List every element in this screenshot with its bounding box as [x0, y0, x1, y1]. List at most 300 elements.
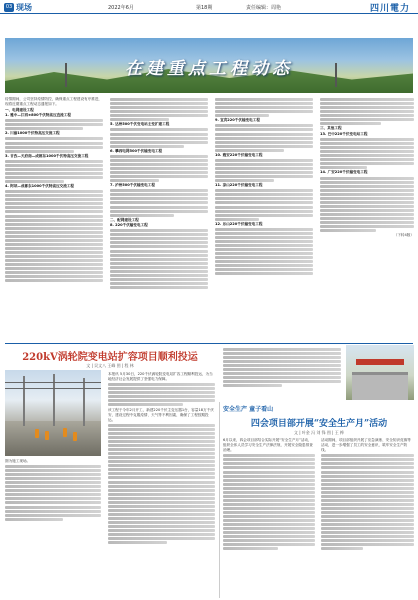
page-header — [0, 0, 418, 14]
text-line — [215, 141, 313, 144]
text-line — [321, 466, 414, 469]
text-line — [108, 529, 215, 532]
text-line — [321, 503, 414, 506]
text-line — [108, 481, 215, 484]
text-line — [110, 206, 208, 209]
story-headline-left: 220kV涡轮院变电站扩容项目顺利投运 — [22, 352, 198, 363]
text-line — [223, 547, 278, 550]
text-line — [223, 356, 341, 359]
text-line — [110, 145, 184, 148]
text-line — [223, 531, 315, 534]
text-line — [223, 466, 315, 469]
text-line — [110, 163, 208, 166]
banner-image — [5, 38, 413, 93]
text-line — [215, 110, 313, 113]
text-line — [5, 223, 103, 226]
text-line — [110, 110, 208, 113]
text-line — [5, 279, 103, 282]
text-line — [110, 137, 208, 140]
text-line — [108, 513, 215, 516]
text-line — [5, 465, 101, 468]
text-line — [5, 485, 101, 488]
text-line — [5, 275, 103, 278]
text-line — [108, 509, 215, 512]
text-line — [110, 262, 208, 265]
text-line — [320, 166, 367, 169]
text-line — [110, 250, 208, 253]
text-line — [223, 527, 315, 530]
text-line — [5, 231, 103, 234]
text-line — [320, 158, 414, 161]
text-line — [215, 214, 313, 217]
text-line — [110, 274, 208, 277]
text-line — [320, 114, 414, 117]
section-heading: 三、其他工程 — [320, 126, 342, 131]
text-line — [321, 499, 414, 502]
text-line — [223, 352, 341, 355]
text-line — [223, 519, 315, 522]
text-line — [321, 462, 414, 465]
text-line — [110, 210, 208, 213]
text-line — [5, 210, 103, 213]
text-line — [223, 462, 315, 465]
text-line — [108, 541, 167, 544]
text-line — [215, 256, 313, 259]
text-line — [5, 142, 103, 145]
text-line — [215, 201, 313, 204]
item-heading: 4. 阿坝—成都东1000千伏特高压交流工程 — [5, 184, 75, 189]
text-line — [320, 229, 376, 232]
item-heading: 12. 乐山220千伏输变电工程 — [215, 221, 263, 226]
text-line — [223, 483, 315, 486]
text-line — [108, 452, 215, 455]
text-column-3 — [215, 97, 313, 341]
text-line — [320, 138, 414, 141]
text-line — [223, 384, 282, 387]
text-line — [215, 236, 313, 239]
text-line — [110, 233, 208, 236]
substation-photo — [5, 370, 101, 456]
text-line — [110, 167, 208, 170]
item-heading: 7. 泸州500千伏输变电工程 — [110, 183, 155, 188]
text-line — [5, 215, 103, 218]
text-line — [320, 118, 414, 121]
text-line — [5, 510, 101, 513]
text-line — [108, 505, 215, 508]
text-line — [215, 102, 313, 105]
text-line — [320, 185, 414, 188]
text-line — [223, 454, 315, 457]
text-line — [110, 245, 208, 248]
item-heading: 9. 宜宾220千伏输变电工程 — [215, 118, 260, 123]
text-line — [320, 146, 414, 149]
text-line — [321, 471, 414, 474]
text-line — [108, 460, 215, 463]
text-line — [5, 493, 101, 496]
text-line — [320, 154, 414, 157]
text-line — [108, 440, 215, 443]
text-line — [108, 387, 215, 390]
text-column-2 — [110, 97, 208, 341]
intro-text: 疫情期间，公司坚持疫情防控，确保重点工程建设有序推进，现将近期重点工程动态通报如下。 — [5, 97, 103, 107]
text-line — [321, 491, 414, 494]
text-line — [320, 209, 414, 212]
text-line — [215, 114, 269, 117]
text-line — [223, 539, 315, 542]
text-continuation — [223, 347, 341, 401]
text-line — [108, 533, 215, 536]
text-column-1 — [5, 97, 103, 341]
text-line — [110, 98, 208, 101]
newspaper-logo: 四川電力 — [369, 4, 410, 14]
text-line — [320, 197, 414, 200]
text-line — [110, 133, 208, 136]
text-line — [320, 217, 414, 220]
banner-title: 在建重点工程动态 — [125, 59, 293, 79]
text-line — [5, 506, 101, 509]
text-line — [215, 106, 313, 109]
text-line — [5, 164, 103, 167]
text-line — [108, 391, 215, 394]
text-line — [5, 489, 101, 492]
text-line — [320, 193, 414, 196]
text-line — [215, 137, 313, 140]
text-line — [320, 225, 414, 228]
text-line — [223, 495, 315, 498]
text-line — [108, 403, 183, 406]
text-line — [108, 428, 215, 431]
story-byline-right: 文 | 叶金 冯 刘 锋 图 | 王 桦 — [293, 430, 345, 435]
text-line — [5, 227, 103, 230]
editor-credit: 责任编辑：周艳 — [246, 5, 282, 11]
text-line — [215, 193, 313, 196]
text-line — [110, 114, 208, 117]
text-line — [110, 282, 208, 285]
text-line — [321, 458, 414, 461]
text-line — [223, 368, 341, 371]
text-line — [5, 190, 103, 193]
text-line — [223, 499, 315, 502]
text-line — [110, 278, 208, 281]
text-line — [108, 399, 215, 402]
text-line — [321, 519, 414, 522]
text-line — [321, 511, 414, 514]
text-line — [108, 383, 215, 386]
text-line — [5, 255, 103, 258]
text-line — [215, 159, 313, 162]
text-line — [110, 171, 208, 174]
text-line — [108, 501, 215, 504]
story-body-right-2 — [321, 438, 414, 596]
item-heading: 13. 巴中220千伏变电站工程 — [320, 131, 368, 136]
story-kicker: 安全生产 童子看山 — [223, 406, 274, 413]
text-line — [215, 252, 313, 255]
text-line — [215, 272, 313, 275]
text-line — [320, 98, 414, 101]
text-line — [110, 197, 208, 200]
text-line — [5, 150, 74, 153]
text-line — [110, 254, 208, 257]
text-line — [223, 491, 315, 494]
item-heading: 14. 广安220千伏输变电工程 — [320, 170, 368, 175]
text-line — [321, 454, 414, 457]
text-line — [108, 497, 215, 500]
text-line — [108, 444, 215, 447]
text-line — [321, 543, 414, 546]
text-line — [321, 487, 414, 490]
caption-text: 图为施工现场。 — [5, 459, 31, 463]
text-line — [108, 464, 215, 467]
text-line — [110, 141, 208, 144]
text-line — [223, 503, 315, 506]
text-line — [320, 106, 414, 109]
text-line — [223, 535, 315, 538]
item-heading: 10. 雅安220千伏输变电工程 — [215, 152, 263, 157]
text-line — [5, 481, 101, 484]
text-line — [5, 172, 103, 175]
text-line — [110, 286, 208, 289]
text-line — [108, 456, 215, 459]
text-line — [110, 128, 208, 131]
text-line — [215, 197, 313, 200]
story-headline-right: 四会项目部开展“安全生产月”活动 — [250, 419, 388, 429]
text-line — [215, 264, 313, 267]
item-heading: 6. 攀西电网500千伏输变电工程 — [110, 148, 163, 153]
text-line — [108, 468, 215, 471]
text-line — [110, 159, 208, 162]
text-line — [5, 239, 103, 242]
story-byline-left: 文 | 吴文八 王峰 图 | 程 林 — [86, 363, 134, 368]
text-line — [215, 149, 284, 152]
text-line — [223, 380, 341, 383]
text-line — [5, 469, 101, 472]
text-line — [321, 495, 414, 498]
text-line — [5, 473, 101, 476]
text-line — [223, 507, 315, 510]
text-line — [215, 171, 313, 174]
text-line — [5, 267, 103, 270]
text-line — [320, 142, 414, 145]
item-heading: 3. 甘孜—天府南—成都东1000千伏特高压交流工程 — [5, 153, 89, 158]
text-line — [321, 479, 414, 482]
text-line — [223, 360, 341, 363]
issue-number: 第18期 — [196, 5, 213, 11]
text-line — [5, 137, 103, 140]
text-line — [110, 201, 208, 204]
text-line — [223, 515, 315, 518]
text-line — [215, 260, 313, 263]
text-line — [5, 259, 103, 262]
text-line — [108, 521, 215, 524]
text-line — [215, 232, 313, 235]
text-line — [5, 235, 103, 238]
text-line — [321, 531, 414, 534]
section-heading: 二、配网建设工程 — [110, 217, 139, 222]
text-line — [223, 364, 341, 367]
section-heading: 一、电网建设工程 — [5, 107, 34, 112]
text-line — [223, 471, 315, 474]
text-line — [223, 511, 315, 514]
text-line — [108, 472, 215, 475]
text-line — [215, 206, 313, 209]
continued-note: （下转4版） — [393, 233, 414, 238]
text-line — [108, 432, 215, 435]
item-heading: 1. 雅中—江西±800千伏特高压直流工程 — [5, 113, 71, 118]
text-line — [215, 175, 313, 178]
text-line — [215, 145, 313, 148]
text-line — [5, 251, 103, 254]
text-line — [108, 395, 215, 398]
text-line — [110, 229, 208, 232]
text-line — [108, 424, 215, 427]
text-line — [110, 193, 208, 196]
text-line — [321, 527, 414, 530]
text-line — [108, 489, 215, 492]
text-line — [215, 244, 313, 247]
text-line — [5, 194, 103, 197]
text-line — [320, 181, 414, 184]
text-line — [321, 475, 414, 478]
text-line — [108, 476, 215, 479]
text-line — [110, 102, 208, 105]
text-line — [110, 270, 208, 273]
text-line — [215, 240, 313, 243]
text-line — [5, 160, 103, 163]
text-line — [321, 535, 414, 538]
text-line — [215, 179, 274, 182]
text-line — [5, 219, 103, 222]
text-line — [5, 202, 103, 205]
text-line — [320, 122, 381, 125]
text-line — [5, 206, 103, 209]
text-line — [215, 189, 313, 192]
section-name: 现场 — [16, 2, 32, 12]
text-line — [223, 348, 341, 351]
text-line — [108, 485, 215, 488]
text-line — [110, 118, 169, 121]
text-line — [110, 241, 208, 244]
story-paragraph: 该工程于今年2月开工，新建220千伏主变压器1台，容量18万千伏安，建设过程中克服疫情、天气等不利因素，确保了工程按期投运。 — [108, 407, 214, 422]
text-line — [5, 247, 103, 250]
text-line — [108, 448, 215, 451]
text-line — [5, 168, 103, 171]
photo-caption — [5, 459, 101, 522]
text-line — [110, 189, 208, 192]
text-line — [215, 210, 313, 213]
text-line — [223, 458, 315, 461]
issue-date: 2022年6月 — [108, 5, 134, 11]
text-line — [5, 271, 103, 274]
item-heading: 5. 达州500千伏变电站主变扩建工程 — [110, 122, 170, 127]
text-line — [320, 201, 414, 204]
text-line — [110, 258, 208, 261]
text-line — [5, 263, 103, 266]
text-line — [110, 175, 208, 178]
text-line — [110, 214, 174, 217]
text-line — [320, 189, 414, 192]
text-line — [320, 110, 414, 113]
page-number: 03 — [5, 4, 13, 10]
story-paragraph: 6月以来，四会项目部结合实际开展“安全生产月”活动，组织全体人员学习安全生产法律法规，开展安全隐患排查治理。 — [223, 438, 313, 453]
text-line — [321, 547, 363, 550]
text-line — [5, 518, 63, 521]
text-line — [5, 477, 101, 480]
text-line — [5, 501, 101, 504]
text-line — [223, 372, 341, 375]
text-line — [215, 228, 313, 231]
text-line — [321, 539, 414, 542]
text-line — [5, 123, 103, 126]
item-heading: 2. 川渝1000千伏特高压交流工程 — [5, 131, 60, 136]
text-line — [320, 177, 414, 180]
text-line — [321, 515, 414, 518]
text-line — [108, 525, 215, 528]
text-line — [215, 133, 313, 136]
item-heading: 11. 凉山220千伏输变电工程 — [215, 183, 263, 188]
text-line — [5, 243, 103, 246]
text-line — [320, 213, 414, 216]
text-line — [5, 119, 103, 122]
column-divider — [219, 402, 220, 598]
text-line — [321, 523, 414, 526]
text-column-4 — [320, 97, 414, 341]
story-paragraph: 活动期间，项目部组织开展了应急演练、安全知识竞赛等活动，进一步增强了员工的安全意识，筑牢安全生产防线。 — [321, 438, 411, 453]
text-line — [5, 127, 83, 130]
text-line — [215, 167, 313, 170]
text-line — [223, 523, 315, 526]
story-body-left — [108, 372, 215, 596]
text-line — [223, 487, 315, 490]
text-line — [5, 514, 101, 517]
text-line — [215, 268, 313, 271]
text-line — [108, 493, 215, 496]
text-line — [110, 237, 208, 240]
text-line — [215, 218, 259, 221]
text-line — [5, 198, 103, 201]
text-line — [110, 179, 159, 182]
text-line — [320, 162, 414, 165]
section-divider — [5, 343, 413, 344]
text-line — [108, 537, 215, 540]
text-line — [110, 155, 208, 158]
text-line — [320, 102, 414, 105]
text-line — [215, 124, 313, 127]
text-line — [5, 180, 64, 183]
text-line — [108, 436, 215, 439]
text-line — [223, 376, 341, 379]
text-line — [108, 517, 215, 520]
text-line — [215, 248, 313, 251]
text-line — [215, 163, 313, 166]
text-line — [320, 221, 414, 224]
project-site-photo — [346, 345, 414, 400]
text-line — [320, 150, 414, 153]
text-line — [223, 543, 315, 546]
item-heading: 8. 220千伏输变电工程 — [110, 223, 148, 228]
text-line — [215, 128, 313, 131]
text-line — [321, 483, 414, 486]
story-body-right-1 — [223, 438, 315, 596]
text-line — [223, 479, 315, 482]
text-line — [215, 98, 313, 101]
text-line — [5, 146, 103, 149]
text-line — [320, 205, 414, 208]
story-paragraph: 本报讯 5月30日，220千伏涡轮院变电站扩容工程顺利投运，为当地经济社会发展提供了坚强电力保障。 — [108, 372, 213, 382]
text-line — [5, 176, 103, 179]
text-line — [5, 497, 101, 500]
text-line — [223, 475, 315, 478]
text-line — [110, 266, 208, 269]
